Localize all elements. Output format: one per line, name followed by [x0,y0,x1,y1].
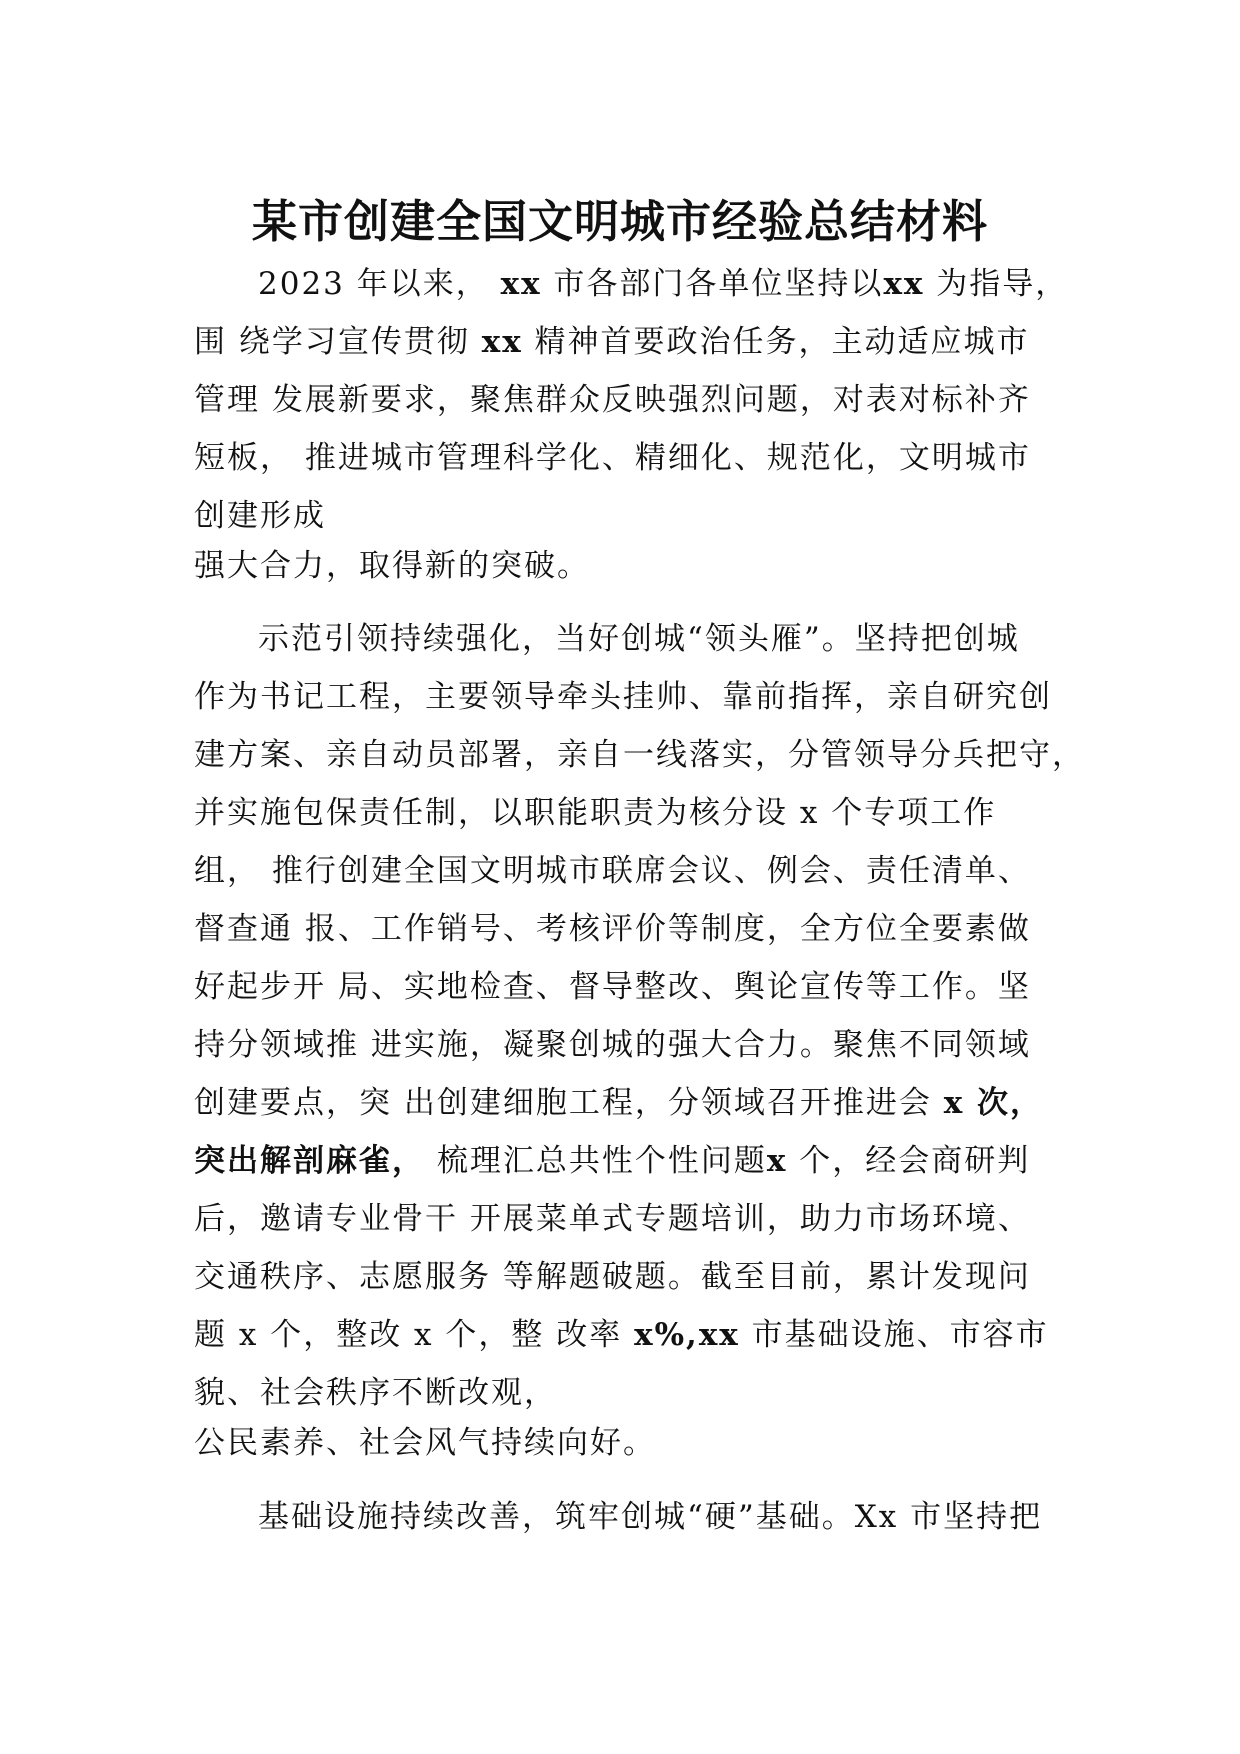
text-line: 貌、社会秩序不断改观， [194,1375,557,1411]
text-line: 创建形成 [194,498,326,534]
text-line: 题 x 个，整改 x 个，整 改率 x%,xx 市基础设施、市容市 [194,1317,1049,1353]
text-line: 围 绕学习宣传贯彻 xx 精神首要政治任务，主动适应城市 [194,324,1030,360]
text-line: 作为书记工程，主要领导牵头挂帅、靠前指挥，亲自研究创 [194,679,1052,715]
text-line: 建方案、亲自动员部署，亲自一线落实，分管领导分兵把守， [194,737,1085,773]
text-line: 2023 年以来， xx 市各部门各单位坚持以xx 为指导， [258,266,1069,302]
text-line: 示范引领持续强化，当好创城“领头雁”。坚持把创城 [258,621,1020,657]
text-line: 突出解剖麻雀， 梳理汇总共性个性问题x 个，经会商研判 [194,1143,1031,1179]
text-line: 并实施包保责任制，以职能职责为核分设 x 个专项工作 [194,795,997,831]
text-line: 交通秩序、志愿服务 等解题破题。截至目前，累计发现问 [194,1259,1031,1295]
text-line: 后，邀请专业骨干 开展菜单式专题培训，助力市场环境、 [194,1201,1031,1237]
text-line: 持分领域推 进实施，凝聚创城的强大合力。聚焦不同领域 [194,1027,1031,1063]
text-line: 短板， 推进城市管理科学化、精细化、规范化，文明城市 [194,440,1031,476]
text-line: 创建要点，突 出创建细胞工程，分领域召开推进会 x 次， [194,1085,1043,1121]
text-line: 督查通 报、工作销号、考核评价等制度，全方位全要素做 [194,911,1031,947]
document-title: 某市创建全国文明城市经验总结材料 [251,195,988,248]
text-line: 管理 发展新要求，聚焦群众反映强烈问题，对表对标补齐 [194,382,1031,418]
text-line: 强大合力，取得新的突破。 [194,548,590,584]
text-line: 组， 推行创建全国文明城市联席会议、例会、责任清单、 [194,853,1031,889]
text-line: 基础设施持续改善，筑牢创城“硬”基础。Xx 市坚持把 [258,1499,1043,1535]
text-line: 公民素养、社会风气持续向好。 [194,1425,656,1461]
text-line: 好起步开 局、实地检查、督导整改、舆论宣传等工作。坚 [194,969,1031,1005]
